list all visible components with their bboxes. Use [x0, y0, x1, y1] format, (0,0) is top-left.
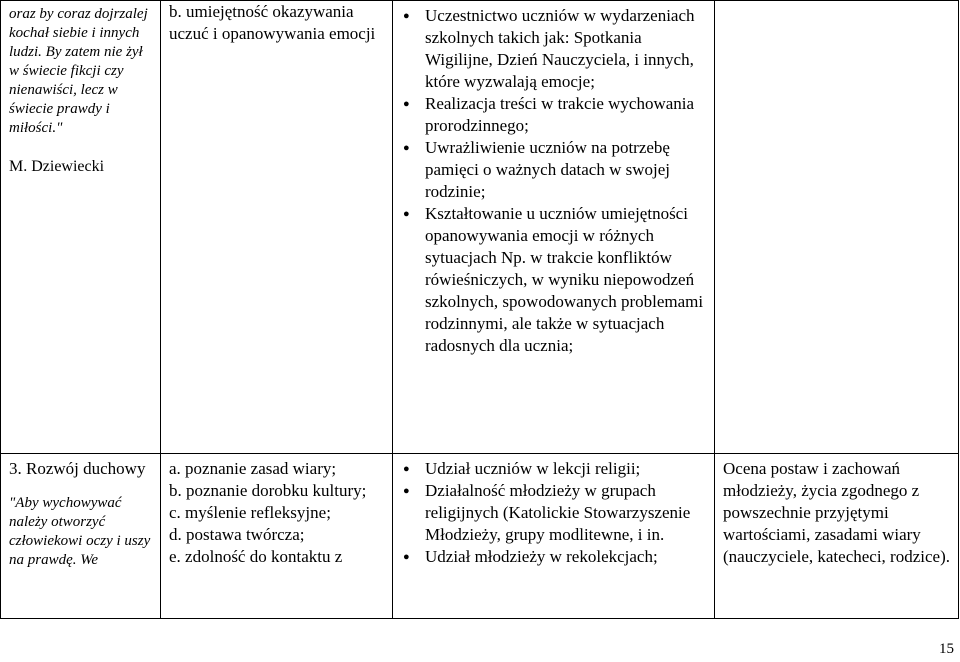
skill-text: b. umiejętność okazywania uczuć i opanowywania emocji [169, 2, 376, 43]
list-item: ● Działalność młodzieży w grupach religijnych (Katolickie Stowarzyszenie Młodzieży, grupy modlitewne, i in. [397, 480, 708, 546]
skills-cell [161, 454, 393, 619]
skill-item: e. zdolność do kontaktu z [169, 547, 343, 566]
evaluation-cell [715, 454, 959, 619]
list-item: ● Udział młodzieży w rekolekcjach; [397, 546, 708, 568]
quote-text: oraz by coraz dojrzalej kochał siebie i innych ludzi. By zatem nie żył w świecie fikcji czy nienawiści, lecz w świecie prawdy i miłości." [9, 6, 148, 136]
area-cell [1, 454, 161, 619]
actions-cell [393, 1, 715, 454]
list-item: ● Realizacja treści w trakcie wychowania prorodzinnego; [397, 93, 708, 137]
skill-item: a. poznanie zasad wiary; [169, 459, 337, 478]
quote-author: M. Dziewiecki [9, 158, 105, 175]
list-item: ● Uczestnictwo uczniów w wydarzeniach szkolnych takich jak: Spotkania Wigilijne, Dzień Nauczyciela, i innych, które wyzwalają emocje; [397, 5, 708, 93]
table-row [1, 1, 959, 454]
evaluation-cell [715, 1, 959, 454]
skill-item: c. myślenie refleksyjne; [169, 503, 331, 522]
skill-item: b. poznanie dorobku kultury; [169, 481, 367, 500]
actions-list [397, 5, 708, 357]
actions-list [397, 458, 708, 568]
list-item: ● Kształtowanie u uczniów umiejętności opanowywania emocji w różnych sytuacjach Np. w trakcie konfliktów rówieśniczych, w wyniku niepowodzeń szkolnych, spowodowanych problemami rodzinnymi, ale także w sytuacjach radosnych dla ucznia; [397, 203, 708, 357]
evaluation-text [715, 1, 958, 5]
skill-cell [161, 1, 393, 454]
list-item: ● Udział uczniów w lekcji religii; [397, 458, 708, 480]
table-row [1, 454, 959, 619]
skill-item: d. postawa twórcza; [169, 525, 305, 544]
area-quote: "Aby wychowywać należy otworzyć człowiekowi oczy i uszy na prawdę. We [9, 495, 151, 568]
evaluation-text: Ocena postaw i zachowań młodzieży, życia zgodnego z powszechnie przyjętymi wartościami, zasadami wiary (nauczyciele, katecheci, rodzice). [723, 459, 950, 566]
actions-cell [393, 454, 715, 619]
list-item: ● Uwrażliwienie uczniów na potrzebę pamięci o ważnych datach w swojej rodzinie; [397, 137, 708, 203]
area-title: 3. Rozwój duchowy [9, 459, 146, 478]
page-number: 15 [939, 641, 954, 657]
quote-cell [1, 1, 161, 454]
